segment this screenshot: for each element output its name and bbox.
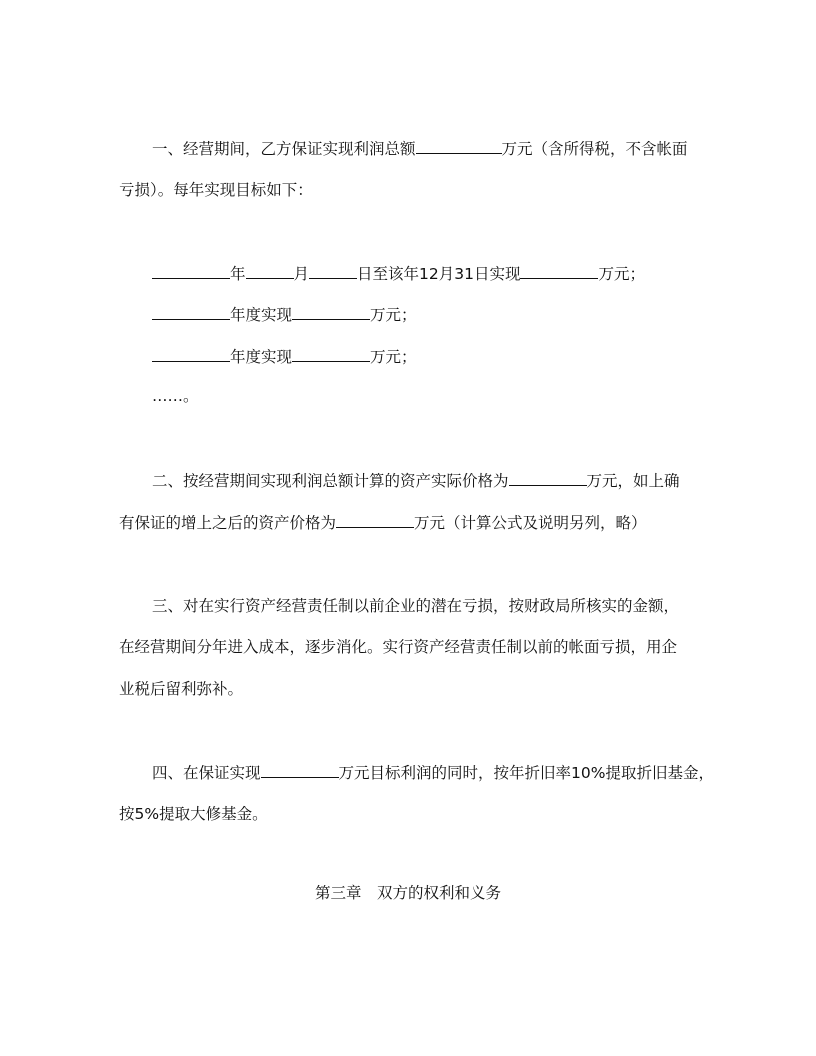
section2-text-b: 万元，如上确 [586, 472, 680, 490]
section3-line1: 三、对在实行资产经营责任制以前企业的潜在亏损，按财政局所核实的金额， [152, 597, 680, 615]
adjusted-price-blank [336, 512, 414, 528]
year-blank [152, 304, 230, 320]
target-profit-blank [261, 762, 339, 778]
section1-text-a: 一、经营期间，乙方保证实现利润总额 [152, 140, 416, 158]
target-row-1-unit: 万元； [598, 265, 645, 283]
amount-blank [292, 304, 370, 320]
section4-line2: 按5%提取大修基金。 [119, 805, 268, 823]
section4-line1 [152, 762, 714, 783]
section4-text-b: 万元目标利润的同时，按年折旧率10%提取折旧基金， [338, 764, 714, 782]
target-row-3-text: 年度实现 [230, 348, 293, 366]
year-blank [152, 346, 230, 362]
section2-text-a: 二、按经营期间实现利润总额计算的资产实际价格为 [152, 472, 509, 490]
month-blank [246, 263, 294, 279]
section2-line1 [152, 470, 680, 491]
target-row-1-year: 年 [230, 265, 246, 283]
chapter-heading: 第三章 双方的权利和义务 [314, 884, 501, 902]
section3-line3: 业税后留利弥补。 [119, 680, 244, 698]
target-row-3 [152, 346, 417, 367]
section2-text-c: 有保证的增上之后的资产价格为 [119, 514, 337, 532]
amount-blank [292, 346, 370, 362]
target-row-2-text: 年度实现 [230, 306, 293, 324]
section4-text-a: 四、在保证实现 [152, 764, 261, 782]
target-row-2-unit: 万元； [370, 306, 417, 324]
section1-line1 [152, 138, 688, 159]
section2-line2 [119, 512, 647, 533]
year-blank [152, 263, 230, 279]
profit-total-blank [416, 138, 502, 154]
section2-text-d: 万元（计算公式及说明另列，略） [414, 514, 647, 532]
target-row-1 [152, 263, 645, 284]
target-row-2 [152, 304, 417, 325]
target-row-1-month: 月 [293, 265, 310, 283]
day-blank [309, 263, 357, 279]
target-row-3-unit: 万元； [370, 348, 417, 366]
section1-line2: 亏损）。每年实现目标如下： [119, 181, 313, 199]
section1-text-b: 万元（含所得税，不含帐面 [501, 140, 688, 158]
section3-line2: 在经营期间分年进入成本，逐步消化。实行资产经营责任制以前的帐面亏损，用企 [119, 638, 678, 656]
target-row-1-text: 日至该年12月31日实现 [357, 265, 521, 283]
targets-ellipsis: ……。 [152, 387, 199, 405]
asset-price-blank [509, 470, 587, 486]
amount-blank [520, 263, 598, 279]
